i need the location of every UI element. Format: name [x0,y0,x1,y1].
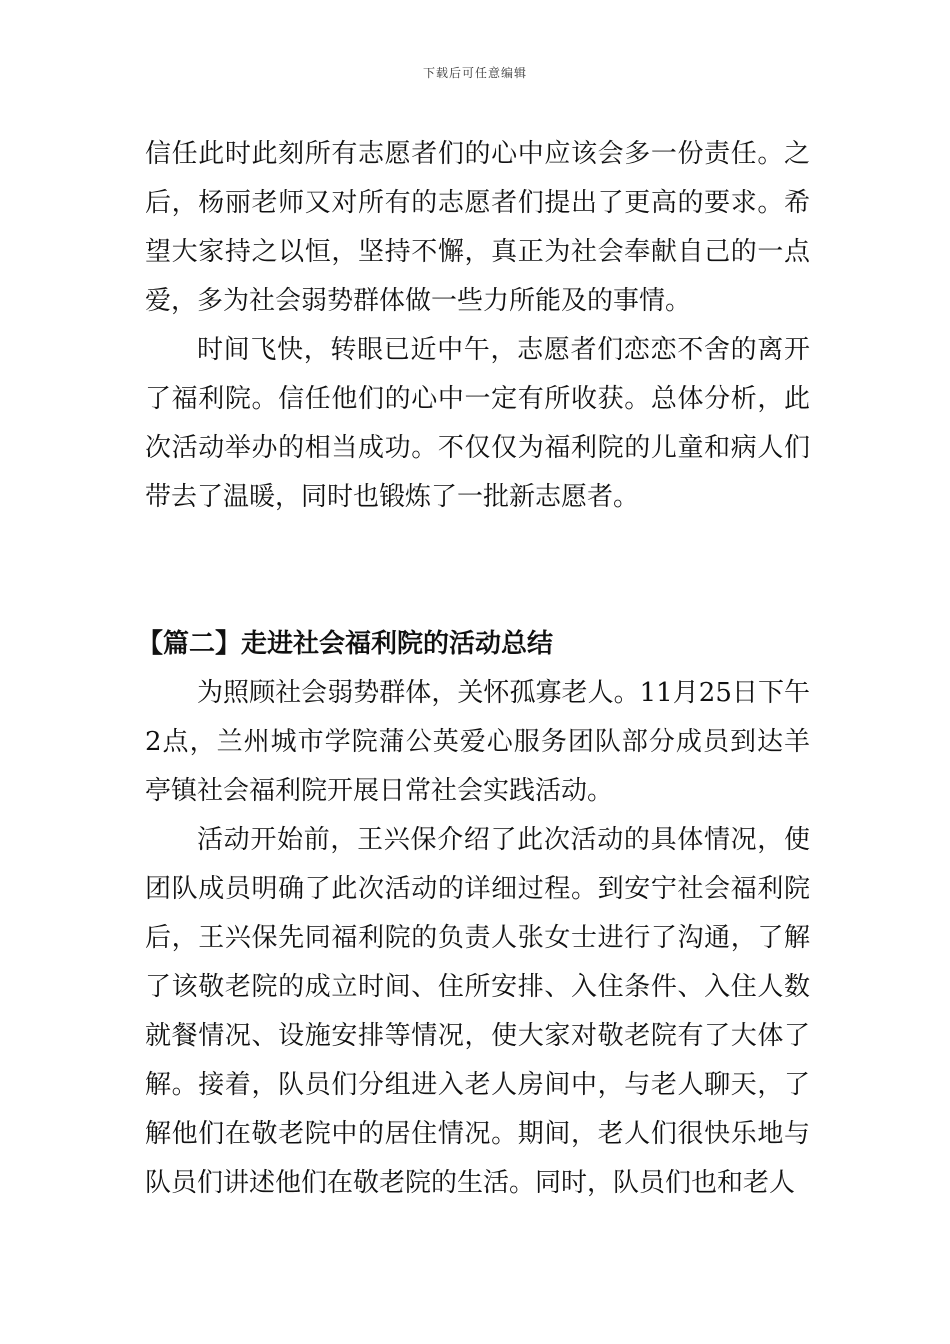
section-spacer [145,522,810,620]
paragraph-activity: 活动开始前，王兴保介绍了此次活动的具体情况，使团队成员明确了此次活动的详细过程。到安宁社会福利院后，王兴保先同福利院的负责人张女士进行了沟通，了解了该敬老院的成立时间、住所安排、入住条件、入住人数就餐情况、设施安排等情况，使大家对敬老院有了大体了解。接着，队员们分组进入老人房间中，与老人聊天，了解他们在敬老院中的居住情况。期间，老人们很快乐地与队员们讲述他们在敬老院的生活。同时，队员们也和老人 [145,825,810,1198]
document-body [137,130,810,1208]
page-header-note: 下载后可任意编辑 [422,66,527,80]
paragraph-summary: 时间飞快，转眼已近中午，志愿者们恋恋不舍的离开了福利院。信任他们的心中一定有所收获。总体分析，此次活动举办的相当成功。不仅仅为福利院的儿童和病人们带去了温暖，同时也锻炼了一批新志愿者。 [145,335,810,512]
paragraph-continuation: 信任此时此刻所有志愿者们的心中应该会多一份责任。之后，杨丽老师又对所有的志愿者们提出了更高的要求。希望大家持之以恒，坚持不懈，真正为社会奉献自己的一点爱，多为社会弱势群体做一些力所能及的事情。 [145,139,810,316]
paragraph-intro: 为照顾社会弱势群体，关怀孤寡老人。11月25日下午2点，兰州城市学院蒲公英爱心服务团队部分成员到达羊亭镇社会福利院开展日常社会实践活动。 [145,678,810,806]
section-title: 【篇二】走进社会福利院的活动总结 [137,629,554,659]
